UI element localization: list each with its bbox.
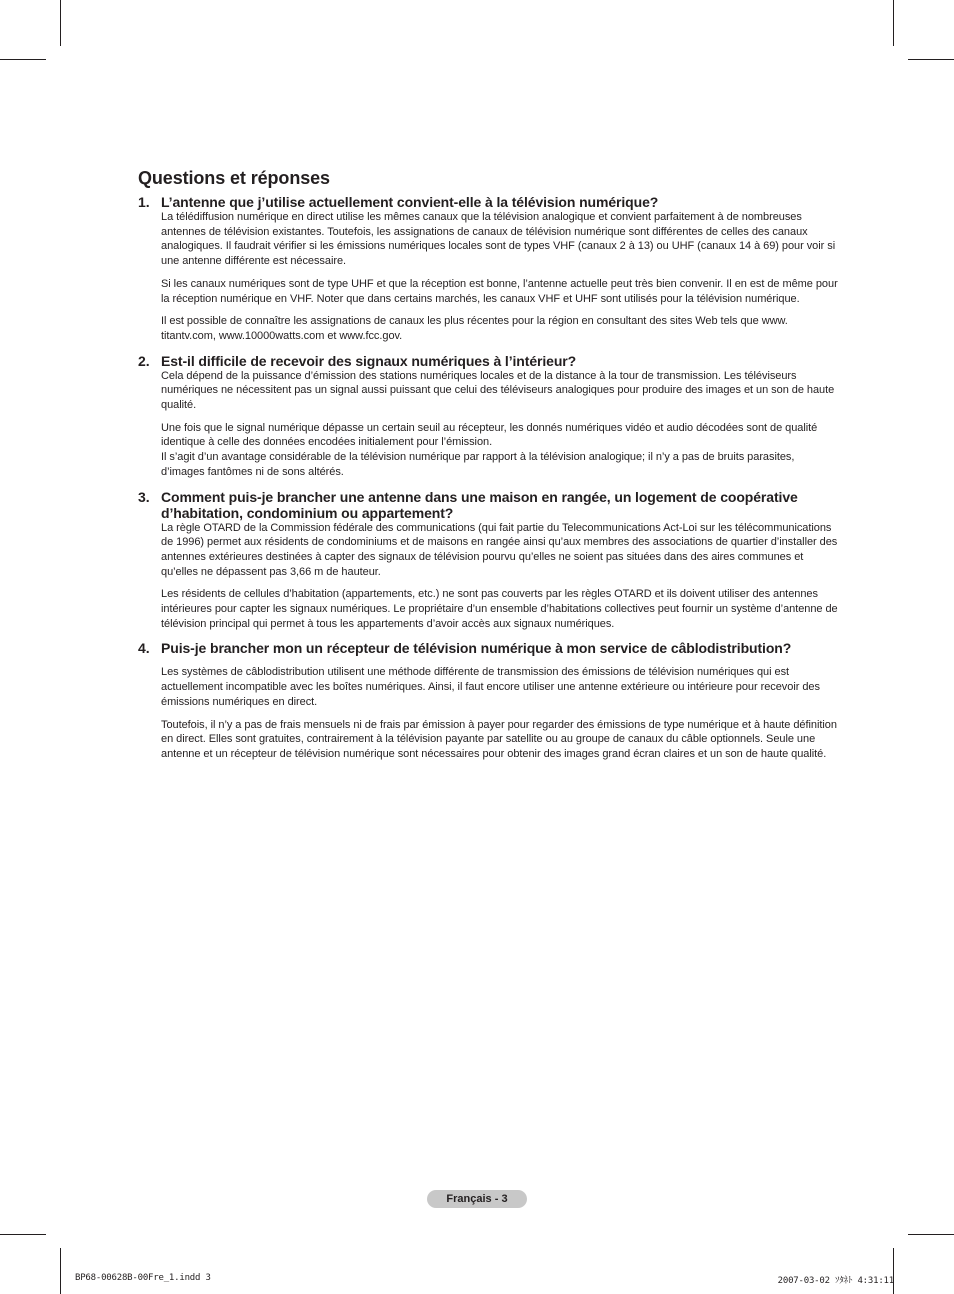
faq-list — [138, 194, 838, 762]
faq-item-2 — [138, 353, 838, 480]
answer-paragraph: Il s’agit d’un avantage considérable de la télévision numérique par rapport à la télévision analogique; il n’y a pas de bruits parasites, d’images fantômes ni de sons altérés. — [161, 451, 795, 478]
page-number-badge: Français - 3 — [427, 1190, 527, 1208]
question-heading — [138, 640, 838, 656]
answer — [161, 521, 838, 632]
answer-paragraph: Les systèmes de câblodistribution utilisent une méthode différente de transmission des émissions de télévision numériques qui est actuellement incompatible avec les boîtes numériques. Ainsi, il faut encore utiliser une antenne extérieure ou intérieure pour recevoir des émissions numériques en direct. — [161, 666, 820, 708]
answer-paragraph: Toutefois, il n’y a pas de frais mensuels ni de frais par émission à payer pour regarder des émissions de type numérique et à haute définition en direct. Elles sont gratuites, contrairement à la télévision payante par satellite ou au groupe de canaux du câble optionnels. Seule une antenne et un récepteur de télévision numérique sont nécessaires pour obtenir des images grand écran claires et un son de haute qualité. — [161, 718, 837, 760]
answer-paragraph: Les résidents de cellules d’habitation (appartements, etc.) ne sont pas couverts par les règles OTARD et ils doivent utiliser des antennes intérieures pour capter les signaux numériques. Le propriétaire d’un ensemble d’habitations collectives peut fournir un système d’antenne de télévision principal qui permet à tous les appartements d’avoir accès aux signaux numériques. — [161, 588, 838, 630]
crop-mark-top-right-vertical — [893, 0, 894, 46]
question-text: Comment puis-je brancher une antenne dans une maison en rangée, un logement de coopérative d’habitation, condominium ou appartement? — [161, 488, 798, 521]
faq-item-3 — [138, 489, 838, 632]
question-heading — [138, 194, 838, 210]
question-number: 2. — [138, 352, 150, 369]
question-text: Puis-je brancher mon un récepteur de télévision numérique à mon service de câblodistribution? — [161, 640, 792, 657]
crop-mark-top-left-vertical — [60, 0, 61, 46]
question-number: 1. — [138, 194, 150, 210]
crop-mark-bottom-left-horizontal — [0, 1234, 46, 1235]
answer-paragraph: Une fois que le signal numérique dépasse un certain seuil au récepteur, les donnés numériques vidéo et audio décodées sont de qualité identique à celle des données encodées initialement pour l’émission. — [161, 421, 818, 449]
crop-mark-bottom-right-vertical — [893, 1248, 894, 1294]
print-slug-filename: BP68-00628B-00Fre_1.indd 3 — [75, 1273, 211, 1283]
faq-item-4 — [138, 640, 838, 761]
crop-mark-bottom-left-vertical — [60, 1248, 61, 1294]
answer-paragraph: Il est possible de connaître les assignations de canaux les plus récentes pour la région en consultant des sites Web tels que www. titantv.com, www.10000watts.com et www.fcc.gov. — [161, 315, 788, 342]
answer — [161, 210, 838, 344]
answer — [161, 369, 838, 480]
answer-paragraph: Cela dépend de la puissance d’émission des stations numériques locales et de la distance à la tour de transmission. Les téléviseurs numériques ne nécessitent pas un signal aussi puissant que celui des téléviseurs analogiques pour produire des images et un son de haute qualité. — [161, 369, 835, 412]
answer-paragraph: La règle OTARD de la Commission fédérale des communications (qui fait partie du Telecommunications Act-Loi sur les télécommunications de 1996) permet aux résidents de condominiums et de maisons en rangée ainsi qu’aux membres des associations de quartier d’installer des antennes extérieures destinées à capter des signaux de télévision pourvu qu’elles ne soient pas situées dans des aires communes et qu’elles ne dépassent pas 3,66 m de hauteur. — [161, 521, 838, 578]
question-text: L’antenne que j’utilise actuellement convient-elle à la télévision numérique? — [161, 194, 659, 210]
faq-item-1 — [138, 194, 838, 344]
question-heading — [138, 489, 838, 521]
print-slug-timestamp: 2007-03-02 ｿﾀﾈﾄ 4:31:11 — [777, 1276, 894, 1286]
page-title: Questions et réponses — [138, 168, 330, 188]
crop-mark-top-right-horizontal — [908, 59, 954, 60]
crop-mark-bottom-right-horizontal — [908, 1234, 954, 1235]
question-heading — [138, 353, 838, 369]
question-text: Est-il difficile de recevoir des signaux numériques à l’intérieur? — [161, 352, 577, 369]
question-number: 3. — [138, 488, 150, 505]
answer-paragraph: La télédiffusion numérique en direct utilise les mêmes canaux que la télévision analogique et convient parfaitement à de nombreuses antennes de télévision existantes. Toutefois, les assignations de canaux de télévision numérique sont différentes de celles des canaux analogiques. Il faudrait vérifier si les émissions numériques locales sont de types VHF (canaux 2 à 13) ou UHF (canaux 14 à 69) pour voir si une antenne différente est nécessaire. — [161, 211, 836, 268]
crop-mark-top-left-horizontal — [0, 59, 46, 60]
question-number: 4. — [138, 640, 150, 657]
answer — [161, 665, 838, 761]
answer-paragraph: Si les canaux numériques sont de type UHF et que la réception est bonne, l’antenne actuelle peut très bien convenir. Il en est de même pour la réception numérique en VHF. Noter que dans certains marchés, les canaux VHF et UHF sont utilisés pour la télévision numérique. — [161, 277, 838, 305]
